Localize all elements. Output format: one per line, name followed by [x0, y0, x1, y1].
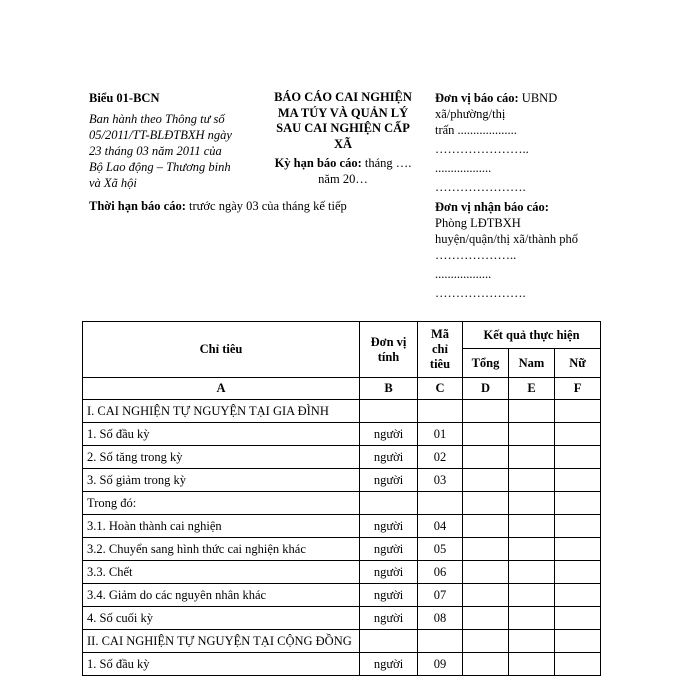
issued-line: 23 tháng 03 năm 2011 của [89, 144, 222, 158]
report-body [83, 400, 601, 676]
code-cell: 09 [418, 653, 463, 676]
total-cell [463, 607, 509, 630]
column-letter: A [83, 378, 360, 400]
indicator-cell: 1. Số đầu kỳ [83, 423, 360, 446]
code-cell: 01 [418, 423, 463, 446]
female-cell [555, 584, 601, 607]
period-label: Kỳ hạn báo cáo: [274, 156, 362, 170]
receiving-unit-line: huyện/quận/thị xã/thành phố [435, 232, 579, 246]
total-cell [463, 538, 509, 561]
indicator-cell: 1. Số đầu kỳ [83, 653, 360, 676]
unit-cell: người [360, 538, 418, 561]
reporting-unit-value: UBND [518, 91, 558, 105]
issued-line: 05/2011/TT-BLĐTBXH ngày [89, 128, 232, 142]
table-row [83, 469, 601, 492]
female-cell [555, 653, 601, 676]
period-year: năm 20… [318, 171, 368, 186]
reporting-unit-line: .................. [435, 161, 492, 175]
issued-line: Ban hành theo Thông tư số [89, 112, 225, 126]
reporting-unit-line: xã/phường/thị [435, 107, 506, 121]
male-cell [509, 423, 555, 446]
header-male: Nam [509, 349, 555, 378]
total-cell [463, 469, 509, 492]
female-cell [555, 492, 601, 515]
report-title-line: XÃ [333, 136, 353, 151]
indicator-cell: 3.3. Chết [83, 561, 360, 584]
receiving-unit-label: Đơn vị nhận báo cáo: [435, 200, 549, 214]
female-cell [555, 561, 601, 584]
unit-cell: người [360, 423, 418, 446]
reporting-unit-line: ………………….. [435, 142, 529, 156]
header-result: Kết quả thực hiện [463, 322, 601, 349]
header-code: Mã chỉ tiêu [418, 322, 463, 378]
indicator-cell: Trong đó: [83, 492, 360, 515]
code-cell: 07 [418, 584, 463, 607]
male-cell [509, 538, 555, 561]
header-indicator: Chỉ tiêu [83, 322, 360, 378]
male-cell [509, 630, 555, 653]
unit-cell [360, 400, 418, 423]
table-row [83, 400, 601, 423]
table-row [83, 515, 601, 538]
table-row [83, 607, 601, 630]
code-cell: 04 [418, 515, 463, 538]
code-cell [418, 630, 463, 653]
table-row [83, 630, 601, 653]
column-letter: E [509, 378, 555, 400]
code-cell: 06 [418, 561, 463, 584]
total-cell [463, 400, 509, 423]
male-cell [509, 561, 555, 584]
indicator-cell: 4. Số cuối kỳ [83, 607, 360, 630]
code-cell [418, 400, 463, 423]
table-row [83, 561, 601, 584]
female-cell [555, 400, 601, 423]
deadline-label: Thời hạn báo cáo: [89, 199, 186, 213]
table-row [83, 538, 601, 561]
total-cell [463, 584, 509, 607]
female-cell [555, 538, 601, 561]
report-title-line: MA TÚY VÀ QUẢN LÝ [277, 105, 409, 120]
female-cell [555, 607, 601, 630]
male-cell [509, 607, 555, 630]
report-deadline [89, 199, 347, 214]
reporting-unit-line: …………………. [435, 180, 526, 194]
indicator-cell: II. CAI NGHIỆN TỰ NGUYỆN TẠI CỘNG ĐỒNG [83, 630, 360, 653]
unit-cell: người [360, 607, 418, 630]
total-cell [463, 446, 509, 469]
unit-cell: người [360, 584, 418, 607]
report-period [262, 156, 424, 172]
total-cell [463, 630, 509, 653]
unit-cell: người [360, 446, 418, 469]
table-row [83, 446, 601, 469]
male-cell [509, 515, 555, 538]
reporting-unit-line: trấn ................... [435, 123, 517, 137]
form-info [89, 90, 279, 191]
table-row [83, 423, 601, 446]
report-title-line: BÁO CÁO CAI NGHIỆN [274, 90, 412, 104]
code-cell: 03 [418, 469, 463, 492]
table-row [83, 584, 601, 607]
reporting-unit-label: Đơn vị báo cáo: [435, 91, 519, 105]
receiving-unit-block [435, 199, 635, 301]
indicator-cell: 3.4. Giảm do các nguyên nhân khác [83, 584, 360, 607]
reporting-unit-block [435, 90, 635, 195]
indicator-cell: 3.2. Chuyển sang hình thức cai nghiện khác [83, 538, 360, 561]
header-total: Tổng [463, 349, 509, 378]
indicator-cell: 3. Số giảm trong kỳ [83, 469, 360, 492]
code-cell: 05 [418, 538, 463, 561]
header-unit: Đơn vị tính [360, 322, 418, 378]
report-table [82, 321, 601, 676]
male-cell [509, 653, 555, 676]
unit-cell: người [360, 561, 418, 584]
receiving-unit-line: …………………. [435, 286, 526, 300]
unit-cell [360, 630, 418, 653]
column-letter: D [463, 378, 509, 400]
male-cell [509, 469, 555, 492]
unit-cell: người [360, 653, 418, 676]
indicator-cell: 3.1. Hoàn thành cai nghiện [83, 515, 360, 538]
column-letter: B [360, 378, 418, 400]
total-cell [463, 423, 509, 446]
header-female: Nữ [555, 349, 601, 378]
indicator-cell: I. CAI NGHIỆN TỰ NGUYỆN TẠI GIA ĐÌNH [83, 400, 360, 423]
report-title-line: SAU CAI NGHIỆN CẤP [276, 121, 410, 135]
code-cell [418, 492, 463, 515]
table-row [83, 492, 601, 515]
total-cell [463, 653, 509, 676]
male-cell [509, 400, 555, 423]
male-cell [509, 584, 555, 607]
female-cell [555, 446, 601, 469]
column-letter: F [555, 378, 601, 400]
unit-cell: người [360, 515, 418, 538]
male-cell [509, 446, 555, 469]
total-cell [463, 515, 509, 538]
deadline-value: trước ngày 03 của tháng kế tiếp [185, 199, 347, 213]
female-cell [555, 423, 601, 446]
code-cell: 08 [418, 607, 463, 630]
period-value: tháng …. [361, 156, 412, 170]
issued-line: Bộ Lao động – Thương binh [89, 160, 231, 174]
indicator-cell: 2. Số tăng trong kỳ [83, 446, 360, 469]
form-code: Biểu 01-BCN [89, 91, 160, 105]
receiving-unit-line: .................. [435, 267, 492, 281]
issued-line: và Xã hội [89, 176, 137, 190]
unit-cell [360, 492, 418, 515]
report-title-block [262, 90, 424, 187]
female-cell [555, 469, 601, 492]
total-cell [463, 492, 509, 515]
unit-cell: người [360, 469, 418, 492]
code-cell: 02 [418, 446, 463, 469]
receiving-unit-line: Phòng LĐTBXH [435, 216, 521, 230]
male-cell [509, 492, 555, 515]
female-cell [555, 630, 601, 653]
female-cell [555, 515, 601, 538]
column-letter: C [418, 378, 463, 400]
receiving-unit-line: ……………….. [435, 248, 517, 262]
total-cell [463, 561, 509, 584]
table-row [83, 653, 601, 676]
